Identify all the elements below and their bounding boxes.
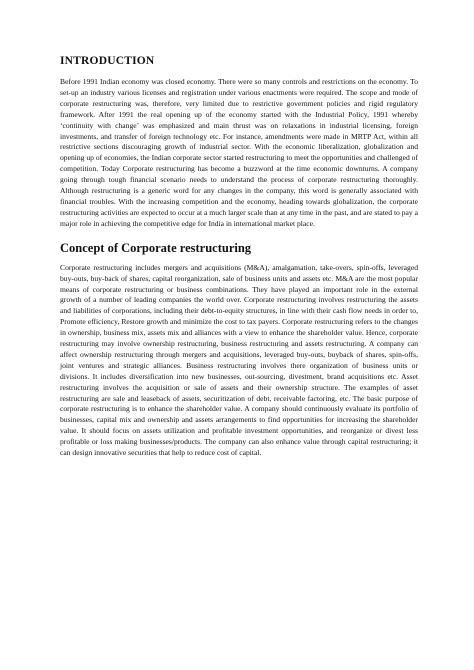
- introduction-paragraph: Before 1991 Indian economy was closed economy. There were so many controls and restrictions on the economy. To set-up an industry various licenses and registration under various enactments were required. The scope and mode of corporate restructuring was, therefore, very limited due to restrictive government policies and rigid regulatory framework. After 1991 the real opening up of the economy started with the Industrial Policy, 1991 whereby ‘continuity with change’ was emphasized and main thrust was on relaxations in industrial licensing, foreign investments, and transfer of foreign technology etc. For instance, amendments were made in MRTP Act, within all restrictive sections discouraging growth of industrial sector. With the economic liberalization, globalization and opening up of economies, the Indian corporate sector started restructuring to meet the opportunities and challenged of competition. Today Corporate restructuring has become a buzzword at the time economic downturns. A company going through tough financial scenario needs to understand the process of corporate restructuring thoroughly. Although restructuring is a generic word for any changes in the company, this word is generally associated with financial troubles. With the increasing competition and the economy, heading towards globalization, the corporate restructuring activities are expected to occur at a much larger scale than at any time in the past, and are stated to pay a major role in achieving the competitive edge for India in international market place.: [60, 77, 418, 228]
- page-content: [60, 54, 418, 459]
- concept-paragraph: Corporate restructuring includes mergers and acquisitions (M&A), amalgamation, take-overs, spin-offs, leveraged buy-outs, buy-back of shares, capital reorganization, sale of business units and assets etc. M&A are the most popular means of corporate restructuring or business combinations. They have played an important role in the external growth of a number of leading companies the world over. Corporate restructuring involves restructuring the assets and liabilities of corporations, including their debt-to-equity structures, in line with their cash flow needs in order to, Promote efficiency, Restore growth and minimize the cost to tax payers. Corporate restructuring refers to the changes in ownership, business mix, assets mix and alliances with a view to enhance the shareholder value. Hence, corporate restructuring may involve ownership restructuring, business restructuring and assets restructuring. A company can affect ownership restructuring through mergers and acquisitions, leveraged buy-outs, buyback of shares, spin-offs, joint ventures and strategic alliances. Business restructuring involves there organization of business units or divisions. It includes diversification into new businesses, out-sourcing, divestment, brand acquisitions etc. Asset restructuring involves the acquisition or sale of assets and their ownership structure. The examples of asset restructuring are sale and leaseback of assets, securitization of debt, receivable factoring, etc. The basic purpose of corporate restructuring is to enhance the shareholder value. A company should continuously evaluate its portfolio of businesses, capital mix and ownership and assets arrangements to find opportunities for increasing the shareholder value. It should focus on assets utilization and profitable investment opportunities, and reorganize or divest less profitable or loss making businesses/products. The company can also enhance value through capital restructuring; it can design innovative securities that help to reduce cost of capital.: [60, 262, 418, 458]
- introduction-heading: INTRODUCTION: [60, 55, 155, 67]
- concept-heading: Concept of Corporate restructuring: [60, 240, 252, 255]
